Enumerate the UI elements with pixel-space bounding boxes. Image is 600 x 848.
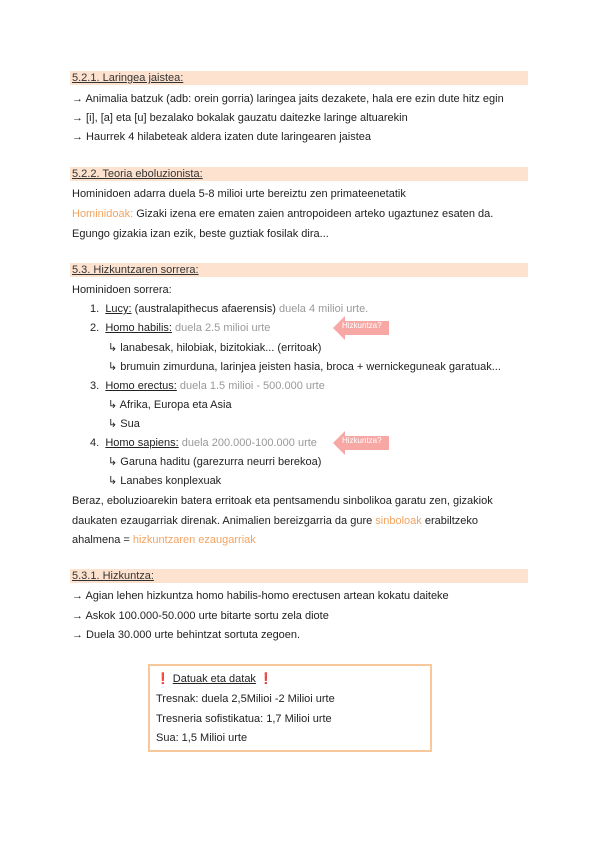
box-line: Tresneria sofistikatua: 1,7 Milioi urte: [156, 713, 332, 725]
hizkuntza-arrow-callout: Hizkuntza?: [333, 316, 389, 340]
text-line: Egungo gizakia izan ezik, beste guztiak fosilak dira...: [72, 228, 329, 240]
text-line: daukaten ezaugarriak direnak. Animalien bereizgarria da gure sinboloak erabiltzeko: [72, 515, 479, 527]
sub-item: ↳ Garuna haditu (garezurra neurri berekoa): [108, 456, 322, 468]
sub-item: ↳ Lanabes konplexuak: [108, 475, 222, 487]
box-line: Tresnak: duela 2,5Milioi -2 Milioi urte: [156, 693, 335, 705]
list-item: 1. Lucy: (australapithecus afaerensis) duela 4 milioi urte.: [90, 303, 369, 315]
text-line: Hominidoen sorrera:: [72, 284, 172, 296]
box-title: ❗ Datuak eta datak ❗: [156, 673, 273, 685]
sub-item: ↳ lanabesak, hilobiak, bizitokiak... (erritoak): [108, 342, 322, 354]
highlight-term: Hominidoak:: [72, 208, 134, 220]
exclamation-icon: ❗: [259, 673, 273, 685]
text-line: Hominidoak: Gizaki izena ere ematen zaien antropoideen arteko ugaztunez esaten da.: [72, 208, 494, 220]
text-line: ahalmena = hizkuntzaren ezaugarriak: [72, 534, 256, 546]
section-header-5-3-1: 5.3.1. Hizkuntza:: [70, 569, 528, 583]
sub-item: ↳ Sua: [108, 418, 140, 430]
text-line: Beraz, eboluzioarekin batera erritoak eta pentsamendu sinbolikoa garatu zen, gizakiok: [72, 495, 493, 507]
hizkuntza-arrow-callout: Hizkuntza?: [333, 431, 389, 455]
text-line: → Duela 30.000 urte behintzat sortuta zegoen.: [72, 629, 301, 641]
info-box: [148, 664, 432, 752]
list-item: 4. Homo sapiens: duela 200.000-100.000 urte: [90, 437, 317, 449]
box-line: Sua: 1,5 Milioi urte: [156, 732, 248, 744]
text-line: → Haurrek 4 hilabeteak aldera izaten dute laringearen jaistea: [72, 131, 372, 143]
text-line: → Agian lehen hizkuntza homo habilis-homo erectusen artean kokatu daiteke: [72, 590, 449, 602]
sub-item: ↳ brumuin zimurduna, larinjea jeisten hasia, broca + wernickeguneak garatuak...: [108, 361, 501, 373]
section-header-5-2-2: 5.2.2. Teoria eboluzionista:: [70, 167, 528, 181]
exclamation-icon: ❗: [156, 673, 170, 685]
section-header-5-3: 5.3. Hizkuntzaren sorrera:: [70, 263, 528, 277]
sub-item: ↳ Afrika, Europa eta Asia: [108, 399, 232, 411]
text-line: → Animalia batzuk (adb: orein gorria) laringea jaits dezakete, hala ere ezin dute hitz egin: [72, 93, 504, 105]
text-line: Hominidoen adarra duela 5-8 milioi urte bereiztu zen primateenetatik: [72, 188, 406, 200]
list-item: 2. Homo habilis: duela 2.5 milioi urte: [90, 322, 271, 334]
section-header-5-2-1: 5.2.1. Laringea jaistea:: [70, 71, 528, 85]
text-line: → Askok 100.000-50.000 urte bitarte sortu zela diote: [72, 610, 329, 622]
text-line: → [i], [a] eta [u] bezalako bokalak gauzatu daitezke laringe altuarekin: [72, 112, 408, 124]
list-item: 3. Homo erectus: duela 1.5 milioi - 500.000 urte: [90, 380, 325, 392]
